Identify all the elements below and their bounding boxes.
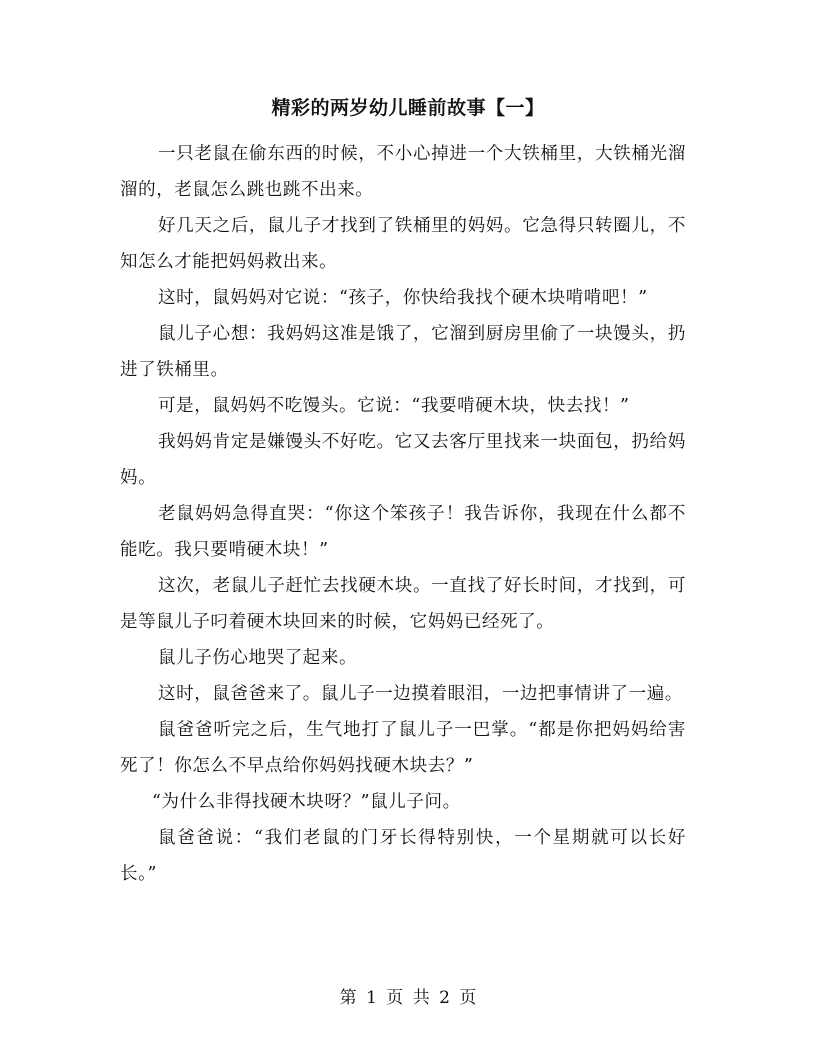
paragraph: 老鼠妈妈急得直哭：“你这个笨孩子！我告诉你，我现在什么都不能吃。我只要啃硬木块！” [120,504,686,560]
paragraph: 鼠儿子伤心地哭了起来。 [158,648,358,668]
page-number-footer: 第 1 页 共 2 页 [339,988,477,1008]
paragraph: 这时，鼠爸爸来了。鼠儿子一边摸着眼泪，一边把事情讲了一遍。 [158,684,683,704]
paragraph: 鼠爸爸说：“我们老鼠的门牙长得特别快，一个星期就可以长好长。” [120,828,686,884]
page-title: 精彩的两岁幼儿睡前故事【一】 [271,97,545,119]
paragraph: 可是，鼠妈妈不吃馒头。它说：“我要啃硬木块，快去找！” [158,396,630,416]
paragraph: 好几天之后，鼠儿子才找到了铁桶里的妈妈。它急得只转圈儿，不知怎么才能把妈妈救出来。 [120,216,686,272]
paragraph: 这时，鼠妈妈对它说：“孩子，你快给我找个硬木块啃啃吧！” [158,288,648,308]
paragraph: 一只老鼠在偷东西的时候，不小心掉进一个大铁桶里，大铁桶光溜溜的，老鼠怎么跳也跳不出来。 [120,144,686,200]
paragraph: 这次，老鼠儿子赶忙去找硬木块。一直找了好长时间，才找到，可是等鼠儿子叼着硬木块回来的时候，它妈妈已经死了。 [120,576,686,632]
paragraph: 我妈妈肯定是嫌馒头不好吃。它又去客厅里找来一块面包，扔给妈妈。 [120,432,686,488]
paragraph: “为什么非得找硬木块呀？”鼠儿子问。 [152,792,461,812]
paragraph: 鼠爸爸听完之后，生气地打了鼠儿子一巴掌。“都是你把妈妈给害死了！你怎么不早点给你妈妈找硬木块去？” [120,720,686,776]
document-body [120,136,686,892]
paragraph: 鼠儿子心想：我妈妈这准是饿了，它溜到厨房里偷了一块馒头，扔进了铁桶里。 [120,324,686,380]
